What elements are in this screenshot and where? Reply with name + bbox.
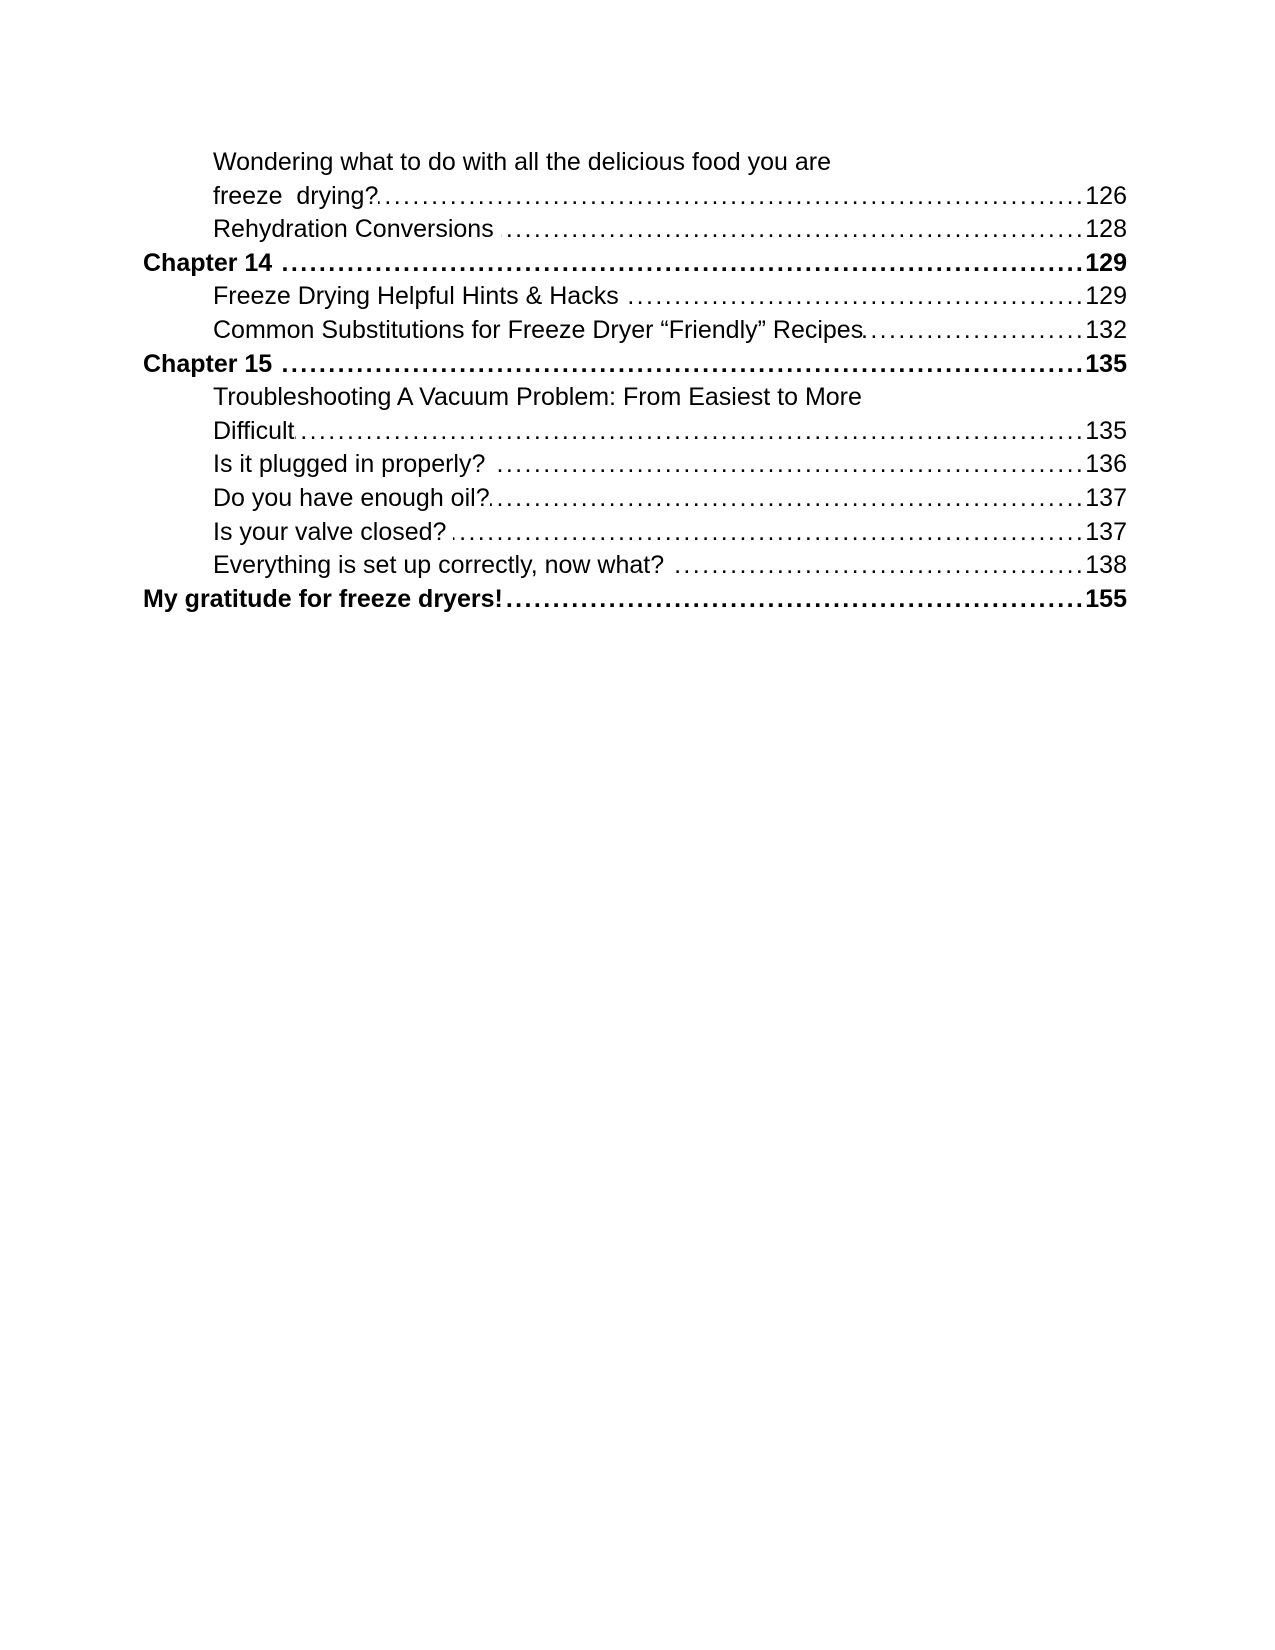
toc-entry-title: Wondering what to do with all the delicious food you are bbox=[213, 148, 831, 176]
toc-entry bbox=[143, 180, 1127, 214]
toc-page-number: 132 bbox=[1085, 315, 1127, 344]
toc-page-number: 138 bbox=[1085, 551, 1127, 580]
leader-dots bbox=[295, 415, 1086, 449]
toc-entry-title: Difficult bbox=[213, 416, 295, 445]
leader-dots bbox=[501, 213, 1086, 247]
leader-dots bbox=[503, 583, 1085, 617]
toc-chapter-entry bbox=[143, 348, 1127, 382]
toc-page-number: 137 bbox=[1085, 483, 1127, 512]
toc-entry-title: Chapter 15 bbox=[143, 349, 280, 378]
toc-entry-title: Troubleshooting A Vacuum Problem: From Easiest to More bbox=[213, 383, 862, 412]
toc-entry bbox=[143, 549, 1127, 583]
toc-entry-title: Freeze Drying Helpful Hints & Hacks bbox=[213, 282, 626, 311]
toc-page-number: 135 bbox=[1085, 416, 1127, 445]
toc-entry-title: Everything is set up correctly, now what? bbox=[213, 551, 672, 580]
toc-entry-title: Chapter 14 bbox=[143, 248, 280, 277]
leader-dots bbox=[671, 549, 1085, 583]
toc-chapter-entry bbox=[143, 247, 1127, 281]
leader-dots bbox=[626, 280, 1086, 314]
leader-dots bbox=[279, 348, 1085, 382]
toc-page-number: 136 bbox=[1085, 450, 1127, 479]
toc-page-number: 128 bbox=[1085, 215, 1127, 244]
toc-entry bbox=[143, 482, 1127, 516]
toc-entry bbox=[143, 516, 1127, 550]
toc-entry bbox=[143, 213, 1127, 247]
toc-entry-title: freeze drying? bbox=[213, 181, 379, 210]
toc-page-number: 126 bbox=[1085, 181, 1127, 210]
toc-entry-title: Is it plugged in properly? bbox=[213, 450, 493, 479]
toc-entry-title: Common Substitutions for Freeze Dryer “Friendly” Recipes bbox=[213, 315, 864, 344]
toc-entry bbox=[143, 314, 1127, 348]
toc-entry-continuation bbox=[143, 381, 1127, 415]
toc-entry-title: My gratitude for freeze dryers! bbox=[143, 584, 503, 613]
toc-entry-title: Is your valve closed? bbox=[213, 517, 454, 546]
table-of-contents bbox=[143, 146, 1127, 616]
leader-dots bbox=[453, 516, 1085, 550]
toc-page-number: 135 bbox=[1085, 349, 1127, 378]
leader-dots bbox=[378, 180, 1085, 214]
toc-page-number: 155 bbox=[1085, 584, 1127, 613]
leader-dots bbox=[863, 314, 1085, 348]
toc-page-number: 129 bbox=[1085, 248, 1127, 277]
toc-entry-title: Do you have enough oil? bbox=[213, 483, 490, 512]
toc-chapter-entry bbox=[143, 583, 1127, 617]
toc-entry bbox=[143, 448, 1127, 482]
leader-dots bbox=[279, 247, 1085, 281]
leader-dots bbox=[492, 448, 1085, 482]
toc-entry bbox=[143, 280, 1127, 314]
toc-entry bbox=[143, 415, 1127, 449]
toc-entry-continuation bbox=[143, 146, 1127, 180]
leader-dots bbox=[490, 482, 1086, 516]
toc-entry-title: Rehydration Conversions bbox=[213, 215, 501, 244]
toc-page-number: 129 bbox=[1085, 282, 1127, 311]
toc-page-number: 137 bbox=[1085, 517, 1127, 546]
